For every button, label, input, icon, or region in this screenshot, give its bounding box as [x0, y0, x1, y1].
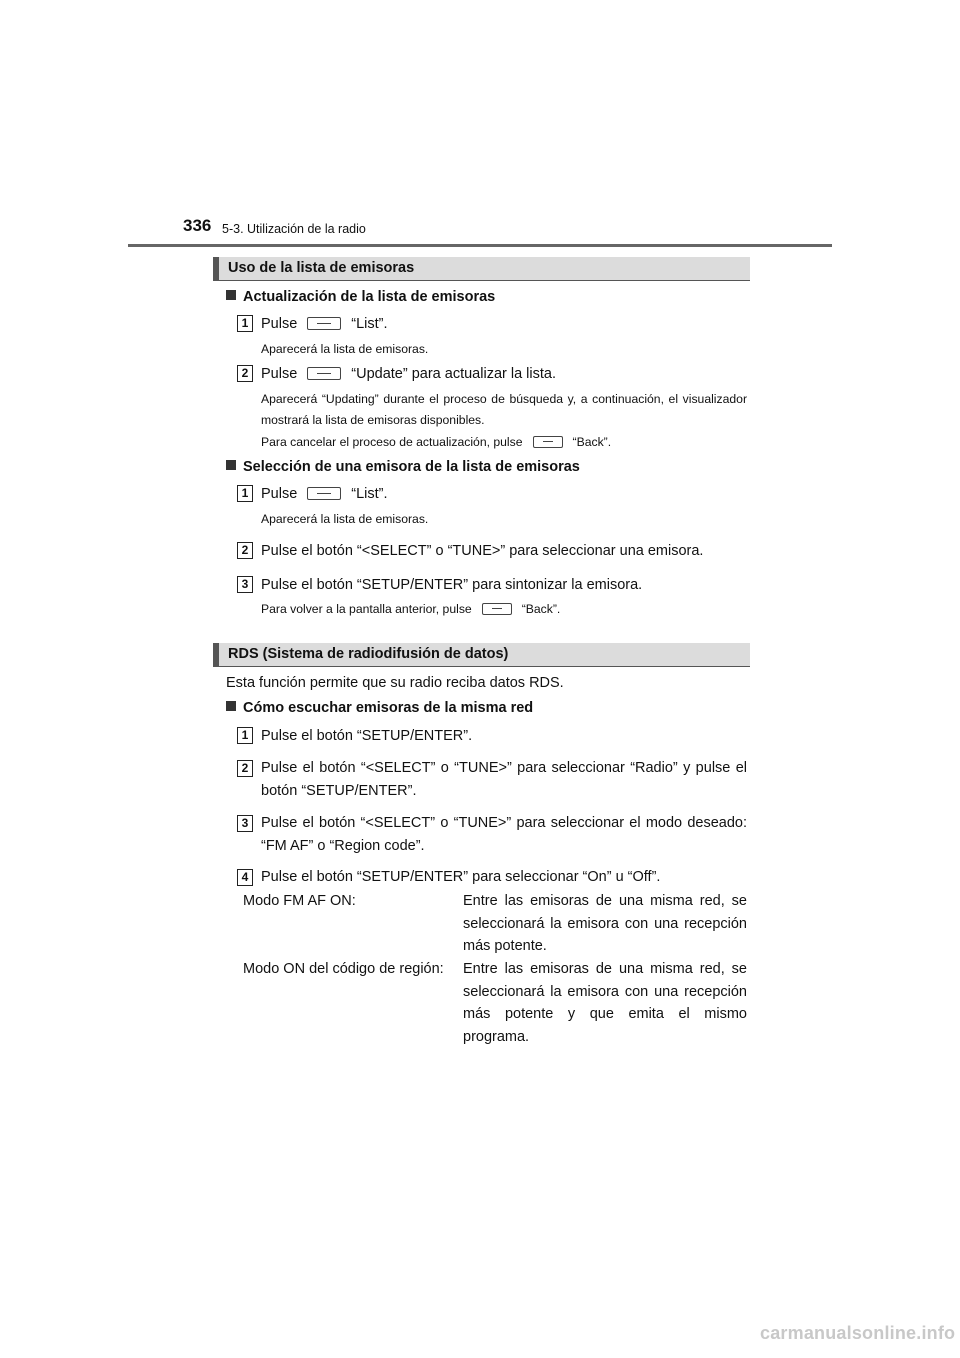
section-title: Uso de la lista de emisoras	[228, 260, 415, 276]
step-text: Pulse el botón “<SELECT” o “TUNE>” para seleccionar el modo deseado: “FM AF” o “Region code”.	[261, 815, 747, 854]
step-note: Aparecerá “Updating” durante el proceso de búsqueda y, a continuación, el visualizador mostrará la lista de emisoras disponibles.	[261, 392, 747, 427]
page-number: 336	[183, 216, 212, 235]
step-number-2: 2	[237, 365, 253, 382]
step-text: Pulse el botón “<SELECT” o “TUNE>” para seleccionar “Radio” y pulse el botón “SETUP/ENTER”.	[261, 760, 747, 799]
step-number-1: 1	[237, 485, 253, 502]
header-divider	[128, 244, 832, 247]
square-bullet-icon	[226, 290, 236, 300]
step-text: Pulse el botón “SETUP/ENTER” para sintonizar la emisora.	[261, 577, 643, 593]
watermark-text: carmanualsonline.info	[760, 1323, 956, 1343]
mode-definition: Entre las emisoras de una misma red, se seleccionará la emisora con una recepción más potente y que emita el mismo programa.	[463, 961, 747, 1045]
step-text: Pulse el botón “<SELECT” o “TUNE>” para seleccionar una emisora.	[261, 543, 704, 559]
step-number-4: 4	[237, 869, 253, 886]
step-number-3: 3	[237, 576, 253, 593]
mode-term: Modo ON del código de región:	[243, 961, 444, 977]
step-text: Pulse el botón “SETUP/ENTER” para seleccionar “On” u “Off”.	[261, 869, 661, 885]
chapter-title: 5-3. Utilización de la radio	[222, 222, 366, 236]
step-text: Pulse “Update” para actualizar la lista.	[261, 366, 556, 382]
step-note: Para cancelar el proceso de actualización, pulse “Back”.	[261, 435, 612, 449]
step-note: Aparecerá la lista de emisoras.	[261, 342, 429, 356]
page-header	[0, 0, 960, 250]
section-header-station-list	[213, 257, 750, 281]
step-number-3: 3	[237, 815, 253, 832]
step-text: Pulse “List”.	[261, 316, 388, 332]
menu-button-icon	[307, 317, 341, 330]
menu-button-icon	[533, 436, 563, 448]
menu-button-icon	[307, 367, 341, 380]
step-text: Pulse “List”.	[261, 486, 388, 502]
bullet-heading-select-station: Selección de una emisora de la lista de emisoras	[226, 459, 580, 475]
step-number-1: 1	[237, 315, 253, 332]
step-note: Aparecerá la lista de emisoras.	[261, 512, 429, 526]
step-number-1: 1	[237, 727, 253, 744]
mode-term: Modo FM AF ON:	[243, 893, 356, 909]
mode-definition: Entre las emisoras de una misma red, se seleccionará la emisora con una recepción más potente.	[463, 893, 747, 954]
menu-button-icon	[307, 487, 341, 500]
menu-button-icon	[482, 603, 512, 615]
bullet-heading-same-network: Cómo escuchar emisoras de la misma red	[226, 700, 533, 716]
step-number-2: 2	[237, 542, 253, 559]
square-bullet-icon	[226, 460, 236, 470]
square-bullet-icon	[226, 701, 236, 711]
step-number-2: 2	[237, 760, 253, 777]
step-note: Para volver a la pantalla anterior, pulse “Back”.	[261, 602, 561, 616]
section-title: RDS (Sistema de radiodifusión de datos)	[228, 646, 509, 662]
bullet-heading-update-list: Actualización de la lista de emisoras	[226, 289, 495, 305]
intro-paragraph: Esta función permite que su radio reciba datos RDS.	[226, 675, 564, 691]
section-header-rds	[213, 643, 750, 667]
step-text: Pulse el botón “SETUP/ENTER”.	[261, 728, 473, 744]
